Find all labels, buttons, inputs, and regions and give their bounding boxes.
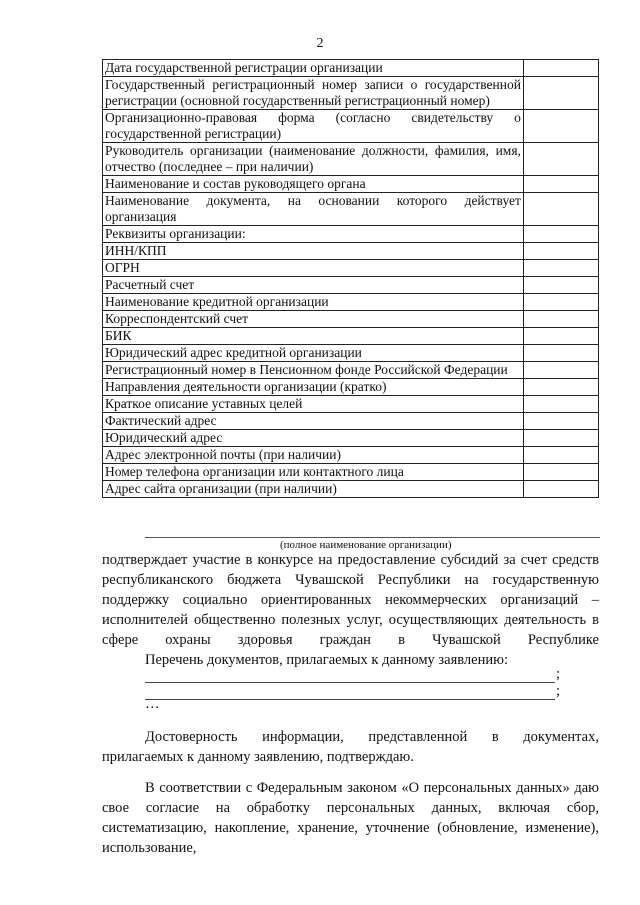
list-ellipsis: … [145, 696, 160, 712]
row-value-cell[interactable] [523, 243, 598, 260]
consent-paragraph: В соответствии с Федеральным законом «О персональных данных» даю свое согласие на обработку персональных данных, включая сбор, систематизацию, накопление, хранение, уточнение (обновление, изменение), использование, [102, 780, 599, 856]
row-value-cell[interactable] [523, 362, 598, 379]
row-value-cell[interactable] [523, 143, 598, 176]
confirm-paragraph: подтверждает участие в конкурсе на предоставление субсидий за счет средств республиканского бюджета Чувашской Республики на государственную поддержку социально ориентированных некоммерческих организаций – исполнителей общественно полезных услуг, осуществляющих деятельность в сфере охраны здоровья граждан в Чувашской Республике [102, 552, 599, 648]
row-label: Наименование кредитной организации [103, 294, 524, 311]
row-value-cell[interactable] [523, 413, 598, 430]
row-label: ИНН/КПП [103, 243, 524, 260]
row-label: Государственный регистрационный номер записи о государственной регистрации (основной государственный регистрационный номер) [103, 77, 524, 110]
table-row [103, 143, 599, 176]
row-value-cell[interactable] [523, 379, 598, 396]
row-label: БИК [103, 328, 524, 345]
row-value-cell[interactable] [523, 396, 598, 413]
row-label: Адрес сайта организации (при наличии) [103, 481, 524, 498]
row-value-cell[interactable] [523, 260, 598, 277]
table-row [103, 413, 599, 430]
table-row [103, 430, 599, 447]
row-value-cell[interactable] [523, 464, 598, 481]
row-value-cell[interactable] [523, 328, 598, 345]
row-label: Юридический адрес кредитной организации [103, 345, 524, 362]
document-line-1-separator: ; [556, 666, 561, 682]
table-row [103, 447, 599, 464]
table-row [103, 243, 599, 260]
table-row [103, 345, 599, 362]
row-label: Организационно-правовая форма (согласно свидетельству о государственной регистрации) [103, 110, 524, 143]
document-line-1 [145, 682, 555, 683]
table-row [103, 110, 599, 143]
row-label: Номер телефона организации или контактного лица [103, 464, 524, 481]
row-value-cell[interactable] [523, 226, 598, 243]
row-value-cell[interactable] [523, 60, 598, 77]
row-value-cell[interactable] [523, 294, 598, 311]
row-label: ОГРН [103, 260, 524, 277]
row-label: Наименование и состав руководящего органа [103, 176, 524, 193]
document-line-2 [145, 699, 555, 700]
table-row [103, 193, 599, 226]
row-label: Направления деятельности организации (кратко) [103, 379, 524, 396]
org-name-caption: (полное наименование организации) [280, 539, 452, 551]
row-value-cell[interactable] [523, 193, 598, 226]
row-value-cell[interactable] [523, 311, 598, 328]
row-value-cell[interactable] [523, 430, 598, 447]
row-label: Юридический адрес [103, 430, 524, 447]
table-row [103, 176, 599, 193]
row-label: Наименование документа, на основании которого действует организация [103, 193, 524, 226]
table-row [103, 481, 599, 498]
row-label: Руководитель организации (наименование должности, фамилия, имя, отчество (последнее – при наличии) [103, 143, 524, 176]
documents-list-title: Перечень документов, прилагаемых к данному заявлению: [145, 652, 508, 668]
row-value-cell[interactable] [523, 176, 598, 193]
table-row [103, 362, 599, 379]
reliability-paragraph: Достоверность информации, представленной в документах, прилагаемых к данному заявлению, подтверждаю. [102, 729, 599, 765]
organization-info-table [102, 59, 599, 498]
row-label: Краткое описание уставных целей [103, 396, 524, 413]
row-value-cell[interactable] [523, 447, 598, 464]
table-row [103, 379, 599, 396]
table-row [103, 311, 599, 328]
row-value-cell[interactable] [523, 345, 598, 362]
row-label: Дата государственной регистрации организации [103, 60, 524, 77]
table-row [103, 260, 599, 277]
table-row [103, 277, 599, 294]
table-row [103, 60, 599, 77]
org-name-line [145, 537, 600, 538]
row-value-cell[interactable] [523, 77, 598, 110]
row-label: Фактический адрес [103, 413, 524, 430]
row-label: Регистрационный номер в Пенсионном фонде Российской Федерации [103, 362, 524, 379]
table-row [103, 226, 599, 243]
table-row [103, 464, 599, 481]
table-row [103, 294, 599, 311]
page-number: 2 [316, 36, 324, 51]
document-line-2-separator: ; [556, 683, 561, 699]
row-label: Расчетный счет [103, 277, 524, 294]
row-value-cell[interactable] [523, 277, 598, 294]
table-row [103, 396, 599, 413]
table-row [103, 77, 599, 110]
row-value-cell[interactable] [523, 110, 598, 143]
table-row [103, 328, 599, 345]
row-label: Корреспондентский счет [103, 311, 524, 328]
row-label: Реквизиты организации: [103, 226, 524, 243]
row-value-cell[interactable] [523, 481, 598, 498]
row-label: Адрес электронной почты (при наличии) [103, 447, 524, 464]
